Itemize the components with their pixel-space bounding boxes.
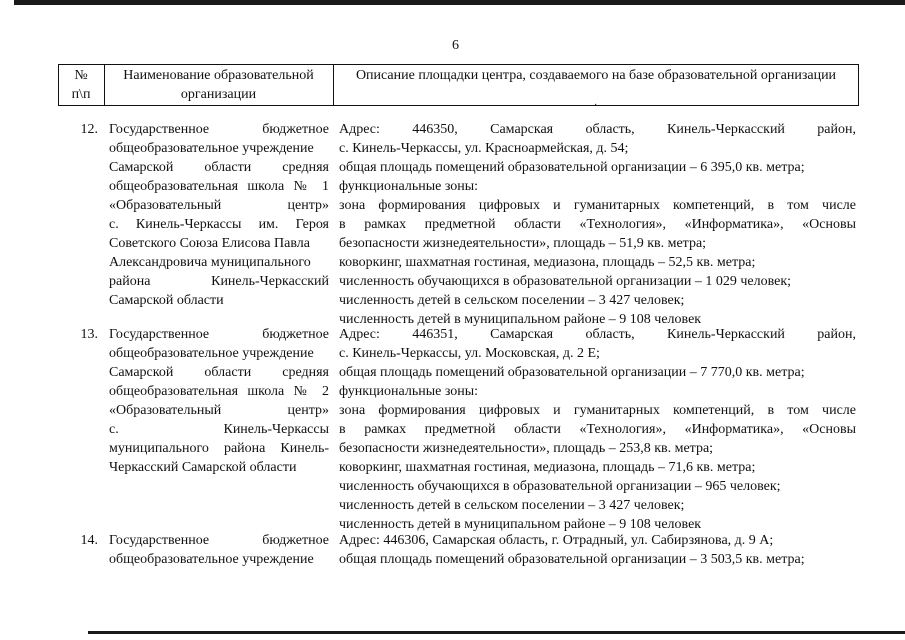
bottom-scan-border: [88, 631, 905, 634]
site-description: Адрес: 446306, Самарская область, г. Отрадный, ул. Сабирзянова, д. 9 А; общая площадь помещений образовательной организации – 3 503,5 кв. метра;: [339, 533, 805, 567]
site-description: Адрес: 446350, Самарская область, Кинель-Черкасский район, с. Кинель-Черкассы, ул. Красноармейская, д. 54; общая площадь помещений образовательной организации – 6 395,0 кв. метра; функциональные зоны: зона формирования цифровых и гуманитарных компетенций, в том числе в рамках предметной области «Технология», «Информатика», «Основы безопасности жизнедеятельности», площадь – 51,9 кв. метра; коворкинг, шахматная гостиная, медиазона, площадь – 52,5 кв. метра; численность обучающихся в образовательной организации – 1 029 человек; численность детей в сельском поселении – 3 427 человек; численность детей в муниципальном районе – 9 108 человек: [339, 122, 856, 327]
row-number: 14.: [80, 533, 98, 548]
page-number: 6: [452, 38, 459, 53]
scan-speck: ·: [594, 100, 598, 111]
row-number: 12.: [80, 122, 98, 137]
organization-name: Государственное бюджетное общеобразовательное учреждение: [109, 533, 329, 567]
header-org: Наименование образовательной организации: [123, 68, 314, 102]
table-top-rule: [58, 64, 859, 65]
header-num: № п\п: [71, 68, 91, 102]
header-desc: Описание площадки центра, создаваемого на базе образовательной организации: [355, 68, 837, 83]
row-number: 13.: [80, 327, 98, 342]
organization-name: Государственное бюджетное общеобразовательное учреждение Самарской области средняя общеобразовательная школа № 2 «Образовательный центр» с. Кинель-Черкассы муниципального района Кинель- Черкасский Самарской области: [109, 327, 329, 475]
top-scan-border: [14, 0, 905, 5]
organization-name: Государственное бюджетное общеобразовательное учреждение Самарской области средняя общеобразовательная школа № 1 «Образовательный центр» с. Кинель-Черкассы им. Героя Советского Союза Елисова Павла Александровича муниципального района Кинель-Черкасский Самарской области: [109, 122, 329, 308]
table-col-rule: [858, 64, 859, 106]
table-header-rule: [58, 105, 859, 106]
site-description: Адрес: 446351, Самарская область, Кинель-Черкасский район, с. Кинель-Черкассы, ул. Московская, д. 2 Е; общая площадь помещений образовательной организации – 7 770,0 кв. метра; функциональные зоны: зона формирования цифровых и гуманитарных компетенций, в том числе в рамках предметной области «Технология», «Информатика», «Основы безопасности жизнедеятельности», площадь – 253,8 кв. метра; коворкинг, шахматная гостиная, медиазона, площадь – 71,6 кв. метра; численность обучающихся в образовательной организации – 965 человек; численность детей в сельском поселении – 3 427 человек; численность детей в муниципальном районе – 9 108 человек: [339, 327, 856, 532]
